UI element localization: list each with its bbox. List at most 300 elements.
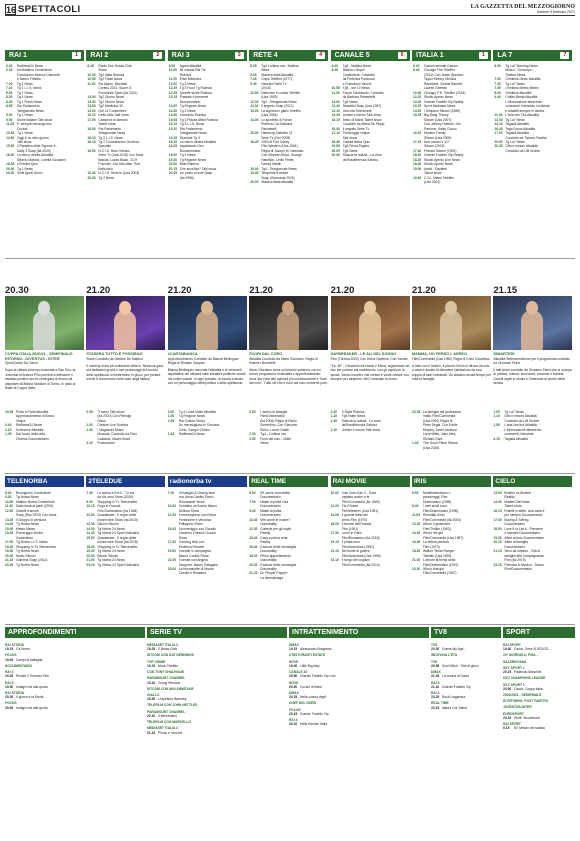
- program-title: Tg 1 Flash News: [17, 99, 42, 104]
- program-title: Grande Fratello Vip Live: [300, 674, 336, 679]
- highlight-description: A tutto con il mutolo. Il piccolo Kevin si ritrova da solo a casa e decide di difendere l'abitazione da una coppia di ladri imbranati. Un classico senza tempo per tutta la famiglia.: [412, 363, 491, 382]
- channel-name: CANALE 5: [334, 52, 370, 59]
- program-row[interactable]: [147, 647, 287, 651]
- program-row[interactable]: [289, 674, 429, 678]
- program-title: Tg La7 News: [505, 81, 525, 86]
- program-title: RaiNews24 News: [17, 64, 44, 68]
- issue-date: Martedì 9 febbraio 2021: [536, 10, 575, 14]
- program-time: 11.30: [5, 504, 14, 509]
- program-time: 23.15: [503, 715, 512, 720]
- program-row[interactable]: [431, 674, 501, 678]
- program-title: dell'insofferenza Satirico: [342, 157, 379, 162]
- program-time: 8.30: [6, 95, 13, 100]
- program-title: Omnibus News Attualità: [505, 77, 541, 82]
- program-time: 19.00: [289, 663, 298, 668]
- program-title: Casserio e Marco Guazzi: [178, 531, 216, 536]
- program-title: Il mezzogiorno con Elena: [178, 513, 216, 518]
- program-row[interactable]: [169, 176, 246, 180]
- highlight-photo[interactable]: [5, 296, 84, 350]
- program-title: Passato e presente: [179, 95, 209, 100]
- program-row[interactable]: [147, 697, 287, 701]
- program-title: Condotto da Tiziana Panella: [505, 135, 547, 140]
- program-row[interactable]: [412, 446, 491, 450]
- category-name[interactable]: APPROFONDIMENTI: [5, 627, 145, 638]
- program-title: Tg5 - Mattina News: [342, 64, 372, 68]
- program-title: Tg5 News: [342, 99, 358, 104]
- program-row[interactable]: [289, 685, 429, 689]
- program-row[interactable]: [503, 726, 575, 730]
- program-title: Tg Norba News: [16, 522, 39, 527]
- highlight-description: Il comedy show più esilarante della tv. Nessuna gara, ma tantissimi giochi e vari personaggi del mondo dello spettacolo si metteranno in gioco, per portare sorrisi e buonumore nelle case degli italiani.: [86, 363, 165, 382]
- program-list: [5, 61, 84, 175]
- program-row[interactable]: [503, 670, 575, 674]
- program-title: Musicali. Condotto da Gino: [97, 432, 137, 437]
- program-time: 1.10: [493, 414, 500, 419]
- channel-name-bar[interactable]: [5, 50, 84, 61]
- highlight-photo[interactable]: [412, 296, 491, 350]
- program-title: Documentario: [179, 148, 201, 153]
- program-time: [493, 567, 504, 571]
- program-title: E' sempre mezzogiorno: [17, 122, 52, 127]
- program-title: Aspettando Geo: [179, 144, 204, 149]
- local-channel-name[interactable]: REAL TIME: [249, 476, 328, 487]
- program-title: Tg5 Notte News: [341, 414, 366, 419]
- program-time: [5, 437, 16, 441]
- program-row[interactable]: [5, 563, 84, 567]
- program-title: Pallavolo Maschile: [514, 670, 542, 675]
- program-title: L'aria che tira Attualità: [504, 423, 537, 428]
- program-time: 21.15: [147, 730, 156, 735]
- program-time: 8.55: [6, 104, 13, 109]
- program-row[interactable]: [147, 714, 287, 718]
- program-title: Kerkovich: [98, 166, 113, 171]
- program-time: 15.30: [250, 131, 259, 136]
- channel-name-bar[interactable]: [168, 50, 247, 61]
- program-time: 7.10: [6, 86, 13, 91]
- program-title: Film/Western (Usa 1951): [341, 508, 379, 513]
- program-row[interactable]: [493, 437, 572, 441]
- program-time: 12.00: [330, 504, 339, 509]
- category-subheading: 22ª GIORNATA: PISA -: [503, 653, 538, 658]
- highlight-figure: [114, 310, 136, 350]
- highlight-caption: FUORI DAL CORO: [249, 352, 283, 356]
- program-title: Reality: [260, 531, 271, 536]
- program-row[interactable]: [6, 171, 83, 175]
- program-row[interactable]: [87, 176, 164, 180]
- channel-name: RAI 1: [9, 52, 27, 59]
- program-list: [412, 61, 491, 184]
- program-title: Elisir Medicina: [179, 77, 202, 82]
- local-channel-name[interactable]: IRIS: [412, 476, 491, 487]
- program-title: Oggi è un altro giorno: [17, 135, 49, 140]
- program-title: Soliti ignoti Gioco: [17, 171, 43, 176]
- highlight-figure: [521, 310, 543, 350]
- program-time: 9.45: [250, 81, 257, 86]
- local-channel-name[interactable]: TELENORBA: [5, 476, 84, 487]
- program-title: Striscia la notizia - La voce: [341, 418, 381, 423]
- program-time: 8.45: [331, 68, 339, 73]
- highlight-figure-head: [364, 301, 376, 315]
- program-title: Telegiornale News: [17, 108, 44, 113]
- local-channel-column-4: [331, 491, 410, 621]
- program-row[interactable]: [431, 706, 501, 710]
- program-row[interactable]: [503, 647, 575, 651]
- channel-name-bar[interactable]: [493, 50, 572, 61]
- local-channel-column-6: [493, 491, 572, 621]
- program-time: 16.40: [494, 126, 503, 131]
- program-time: 21.10: [431, 684, 440, 689]
- program-title: Documentario: [260, 513, 281, 518]
- program-time: 12.45: [168, 90, 178, 95]
- highlight-photo[interactable]: [249, 296, 328, 350]
- channel-name-bar[interactable]: [331, 50, 410, 61]
- program-title: Conducono Monica Giandotti: [17, 72, 60, 77]
- program-time: 21.15: [5, 558, 14, 563]
- program-title: Fortarsiere e Veronica: [178, 517, 212, 522]
- channel-name: RAI 2: [90, 52, 109, 59]
- program-title: Tg 1 News: [17, 131, 33, 136]
- late-night-column-5: [412, 410, 491, 450]
- program-title: Film/Avventura (1952): [341, 544, 374, 549]
- program-title: Nel fiume di guerra: [341, 549, 370, 554]
- program-title: Hamilton, Lenin Fetter,: [261, 157, 295, 162]
- program-row[interactable]: [5, 695, 145, 699]
- program-title: Cortesie per gli ospiti: [260, 526, 291, 531]
- program-time: 17.40: [413, 148, 422, 153]
- category-subheading: SALERNITANA: [503, 659, 527, 664]
- program-row[interactable]: [494, 149, 571, 153]
- program-time: 1.30: [86, 427, 93, 432]
- program-time: 1.30: [412, 441, 419, 446]
- program-title: Tg5 Prima Pagina: [342, 144, 369, 149]
- program-row[interactable]: [86, 563, 165, 567]
- program-time: 13.00: [87, 95, 96, 100]
- program-title: e dibattiti sempre in diretta: [505, 108, 545, 113]
- program-time: 1.45: [330, 418, 338, 423]
- program-time: 18.45: [331, 139, 340, 144]
- program-time: 23.15: [493, 562, 502, 567]
- program-title: Tg Regione News: [178, 414, 206, 419]
- program-title: Malati di pulita: [260, 508, 282, 513]
- highlight-time: 21.20: [412, 285, 436, 296]
- program-time: 15.45: [5, 531, 14, 536]
- program-title: Il salone delle meraviglie: [260, 544, 297, 549]
- program-title: Tg Norba L.I.S. News: [16, 540, 48, 545]
- program-title: Tangorra, Mauro Galagano: [178, 562, 219, 567]
- program-title: Contenitore. Condotto: [342, 72, 375, 77]
- program-title: Un posto al sole Soap: [179, 171, 213, 176]
- highlight-caption: COPPA ITALIA 2020/21 - SEMIFINALE: RITORNO. JUVENTUS - INTER: [5, 352, 74, 361]
- program-row[interactable]: [331, 563, 410, 567]
- program-row[interactable]: [289, 664, 429, 668]
- category-subheading: DMAX: [431, 670, 441, 675]
- program-time: 18.00: [87, 126, 96, 131]
- channel-logo-icon: 1: [72, 52, 81, 59]
- program-title: Telefilm (Usa 1993): [423, 553, 452, 558]
- program-time: 17.00: [493, 517, 502, 522]
- channel-name-bar[interactable]: [86, 50, 165, 61]
- program-time: 1.45: [5, 432, 12, 437]
- program-title: Daily 3 Soap (Ita 2020): [17, 148, 51, 153]
- program-row[interactable]: [503, 687, 575, 691]
- late-night-listings: [5, 410, 575, 495]
- category-subheading: SITCOM CON IAIN ARMITAGE: [147, 686, 194, 691]
- program-title: Tg Norba 24 Sport Notiziario: [97, 562, 140, 567]
- program-row[interactable]: [431, 647, 501, 651]
- program-title: Tg La7 News: [505, 117, 525, 122]
- program-title: Palombelli: [261, 126, 277, 131]
- program-title: La dermatologa: [260, 575, 284, 580]
- program-time: 18.30: [413, 162, 422, 167]
- program-row[interactable]: [86, 441, 165, 445]
- program-time: 20.00: [6, 166, 15, 171]
- category-subheading: RAI 5: [5, 680, 14, 685]
- program-title: Talk show: [342, 135, 358, 140]
- program-row[interactable]: [5, 437, 84, 441]
- program-time: 23.25: [431, 695, 440, 700]
- highlight-photo[interactable]: [168, 296, 247, 350]
- category-column-4: [503, 641, 575, 837]
- program-title: Tg Regione News: [179, 157, 207, 162]
- program-time: [412, 446, 423, 450]
- program-title: Tg La7 News: [505, 139, 525, 144]
- program-title: Lover in Paris: [341, 531, 362, 536]
- program-title: Otto e mezzo Attualità: [504, 414, 537, 419]
- program-time: 15.25: [168, 135, 178, 140]
- program-time: 19.55: [331, 144, 340, 149]
- program-time: 19.00: [167, 549, 177, 554]
- program-title: Mauro Corallo Show: [178, 553, 209, 558]
- channel-name: ITALIA 1: [416, 52, 444, 59]
- program-time: 20.30: [6, 171, 15, 176]
- program-title: Coffee Break Attualità: [505, 95, 538, 100]
- program-time: 15.05: [168, 117, 178, 122]
- program-time: 21.25: [431, 674, 440, 679]
- program-row[interactable]: [249, 441, 328, 445]
- program-row[interactable]: [5, 658, 145, 662]
- program-title: Film/Commedia (1987): [423, 571, 457, 576]
- program-title: Tg 3 News: [179, 108, 196, 113]
- program-row[interactable]: [250, 180, 327, 184]
- program-time: 19.00: [5, 657, 14, 662]
- highlight-figure: [359, 310, 381, 350]
- late-night-column-6: [493, 410, 572, 441]
- highlight-description: Il talk show condotto da Giovanni Floris che si occupa di politica, cultura, economia, costume e società. Grandi ospiti in studio e l'intervista al centro della serata.: [493, 367, 572, 386]
- program-title: La spesa a Km 0 - Tu ma: [97, 491, 135, 495]
- program-title: Docureality: [260, 566, 277, 571]
- program-time: 1.50: [493, 423, 500, 428]
- highlight-1: [86, 285, 165, 417]
- program-row[interactable]: [168, 432, 247, 436]
- highlight-subtitle: Film/Commedia (Usa 1990) Regia di Chris Columbus.: [412, 356, 491, 361]
- program-time: 7.30: [86, 491, 93, 495]
- program-time: 16.15: [493, 508, 502, 513]
- program-time: 1.05: [167, 418, 175, 423]
- program-title: Documentario: [179, 99, 201, 104]
- program-title: Music Sitcom: [16, 553, 36, 558]
- category-column-3: [431, 641, 501, 837]
- program-title: Federica Felicetti: [178, 544, 204, 549]
- program-title: Docureality: [260, 549, 277, 554]
- channel-name-bar[interactable]: [249, 50, 328, 61]
- program-time: 19.30: [5, 549, 14, 554]
- program-time: 14.30: [5, 522, 14, 527]
- program-title: I Magazzini Music: [97, 427, 124, 432]
- program-title: Casa a prima vista: [260, 535, 288, 540]
- program-title: Grande Fratello Vip: [442, 684, 471, 689]
- program-title: Taga Focus Attualità: [505, 126, 536, 131]
- category-subheading: TV8: [431, 659, 438, 664]
- program-time: 20.30: [87, 175, 96, 180]
- program-time: 16.40: [331, 126, 340, 131]
- program-title: Regia di Joseph M. Newman.: [261, 148, 305, 153]
- category-subheading: JUVENTUS-INTER: [503, 705, 532, 710]
- program-title: La lettera perduta: [423, 540, 449, 545]
- program-row[interactable]: [168, 571, 247, 575]
- national-channels-grid: [5, 50, 575, 255]
- program-row[interactable]: [431, 685, 501, 689]
- program-time: 15.15: [87, 113, 96, 118]
- program-time: 7.55: [494, 86, 501, 91]
- program-row[interactable]: [147, 731, 287, 735]
- program-row[interactable]: [5, 685, 145, 689]
- highlight-description: Bianca Berlinguer racconta l'attualità e le crescenti aspettative dei cittadini sulle iniziative politiche sociali nel nostro paese. In ogni puntata, un faccia a faccia con un personaggio della politica o dello spettacolo.: [167, 367, 246, 386]
- program-time: 6.50: [412, 491, 419, 495]
- category-name[interactable]: TV8: [431, 627, 501, 638]
- category-name[interactable]: SPORT: [503, 627, 575, 638]
- program-time: 2.50: [249, 436, 256, 441]
- program-row[interactable]: [431, 664, 501, 668]
- program-row[interactable]: [332, 158, 409, 162]
- program-title: Mattino Norba Contenitore: [16, 499, 55, 504]
- category-subheading: TELEFILM CON JOHN NETTLES: [147, 703, 198, 708]
- program-title: Tg 1 News: [17, 166, 33, 171]
- program-time: 21.15: [493, 549, 502, 554]
- program-time: 9.50: [6, 117, 13, 122]
- section-title: SPETTACOLI: [18, 4, 81, 15]
- program-time: 15.00: [167, 526, 177, 531]
- program-row[interactable]: [147, 664, 287, 668]
- channel-logo-icon: 4: [316, 52, 325, 59]
- program-row[interactable]: [289, 712, 429, 716]
- program-row[interactable]: [147, 681, 287, 685]
- program-row[interactable]: [493, 567, 572, 571]
- local-channel-name[interactable]: radionorba tv: [168, 476, 247, 487]
- program-row[interactable]: [5, 706, 145, 710]
- local-channel-name[interactable]: 2TELEDUE: [86, 476, 165, 487]
- program-title: Tg Norba 24 News: [97, 558, 125, 563]
- program-title: con Anna Cardini Parco: [178, 495, 214, 500]
- program-time: 19.30: [5, 684, 14, 689]
- program-title: Ell, storie monofollia: [260, 491, 290, 495]
- program-title: Drammatico (1998): [423, 499, 452, 504]
- program-time: 14.00: [493, 499, 502, 504]
- highlight-caption: STASERA TUTTO È POSSIBILE: [86, 352, 143, 356]
- local-channels-listings: [5, 491, 575, 621]
- highlight-photo[interactable]: [331, 296, 410, 350]
- program-row[interactable]: [413, 180, 490, 184]
- program-title: Caduta libera Quiz: [342, 139, 370, 144]
- program-title: Tg2 Giorno News: [98, 99, 125, 104]
- program-title: Show: [98, 68, 107, 73]
- program-row[interactable]: [289, 647, 429, 651]
- program-title: Lo sportello di Forum: [261, 117, 293, 122]
- program-row[interactable]: [331, 428, 410, 432]
- program-title: Talent show: [98, 122, 116, 127]
- program-time: 19.30: [168, 157, 178, 162]
- program-title: Che succ3de? Talk show: [179, 166, 217, 171]
- program-time: 19.30: [413, 175, 422, 180]
- program-title: Big Bang Theory: [424, 113, 449, 118]
- program-time: 13.15: [413, 104, 422, 109]
- program-time: 9.00: [6, 113, 13, 118]
- program-time: 12.30: [249, 526, 258, 531]
- program-row[interactable]: [5, 674, 145, 678]
- highlight-time: 21.20: [330, 285, 355, 296]
- channel-name-bar[interactable]: [412, 50, 491, 61]
- program-time: 17.00: [494, 131, 503, 136]
- program-title: Tg La7 Morning News: [505, 64, 538, 68]
- program-time: 16.40: [249, 544, 258, 549]
- category-subheading: RAI 4: [289, 718, 298, 723]
- program-title: MasterChef Italia: [504, 499, 530, 504]
- program-row[interactable]: [289, 695, 429, 699]
- local-channel-name[interactable]: CIELO: [493, 476, 572, 487]
- program-title: Il grande ballo del: [341, 513, 368, 518]
- program-title: Campi di battaglia: [16, 657, 43, 662]
- program-list: [168, 61, 247, 180]
- program-title: Cinema Documentario: [16, 436, 49, 441]
- local-channel-column-5: [412, 491, 491, 621]
- program-title: o lasciare Documentario: [504, 531, 540, 536]
- program-time: 7.45: [250, 77, 257, 82]
- program-title: Richard Gant: [423, 436, 443, 441]
- program-row[interactable]: [289, 722, 429, 726]
- program-title: Who's that girl: [423, 566, 444, 571]
- late-night-column-3: [249, 410, 328, 446]
- program-row[interactable]: [412, 571, 491, 575]
- highlight-4: [331, 285, 410, 417]
- program-time: 15.40: [249, 535, 258, 540]
- program-title: Tg5 - ore 10 News: [342, 86, 370, 91]
- program-time: 15.25: [413, 113, 422, 118]
- category-name[interactable]: SERIE TV: [147, 627, 287, 638]
- local-channel-name[interactable]: RAI MOVIE: [331, 476, 410, 487]
- program-time: 20.00: [331, 148, 340, 153]
- program-title: Il segreto Soap (2011): [261, 104, 294, 109]
- program-time: 14.00: [6, 135, 15, 140]
- program-time: 6.00: [494, 64, 501, 68]
- highlight-photo[interactable]: [493, 296, 572, 350]
- program-title: Shopping In Tv Televendita: [16, 544, 56, 549]
- program-title: Soap (Rus 2003) Con Anna: [16, 513, 57, 518]
- highlight-photo[interactable]: [86, 296, 165, 350]
- program-time: 13.30: [87, 99, 96, 104]
- program-title: Larry Miller, John Ales,: [423, 432, 457, 437]
- program-title: Un meraviglioso in Cronaca: [178, 423, 220, 428]
- channel-column-5: [412, 50, 491, 255]
- category-name[interactable]: INTRATTENIMENTO: [289, 627, 429, 638]
- program-row[interactable]: [249, 576, 328, 580]
- program-title: Indagini ad alta quota: [16, 705, 48, 710]
- program-row[interactable]: [431, 695, 501, 699]
- program-title: Cielo, Giorgio Chirico: [178, 427, 210, 432]
- program-title: Grande Fratello Vip: [300, 711, 329, 716]
- program-row[interactable]: [5, 647, 145, 651]
- program-time: 20.10: [147, 713, 156, 718]
- program-row[interactable]: [503, 716, 575, 720]
- program-title: Femminile Sport (Ita 2021): [98, 90, 138, 95]
